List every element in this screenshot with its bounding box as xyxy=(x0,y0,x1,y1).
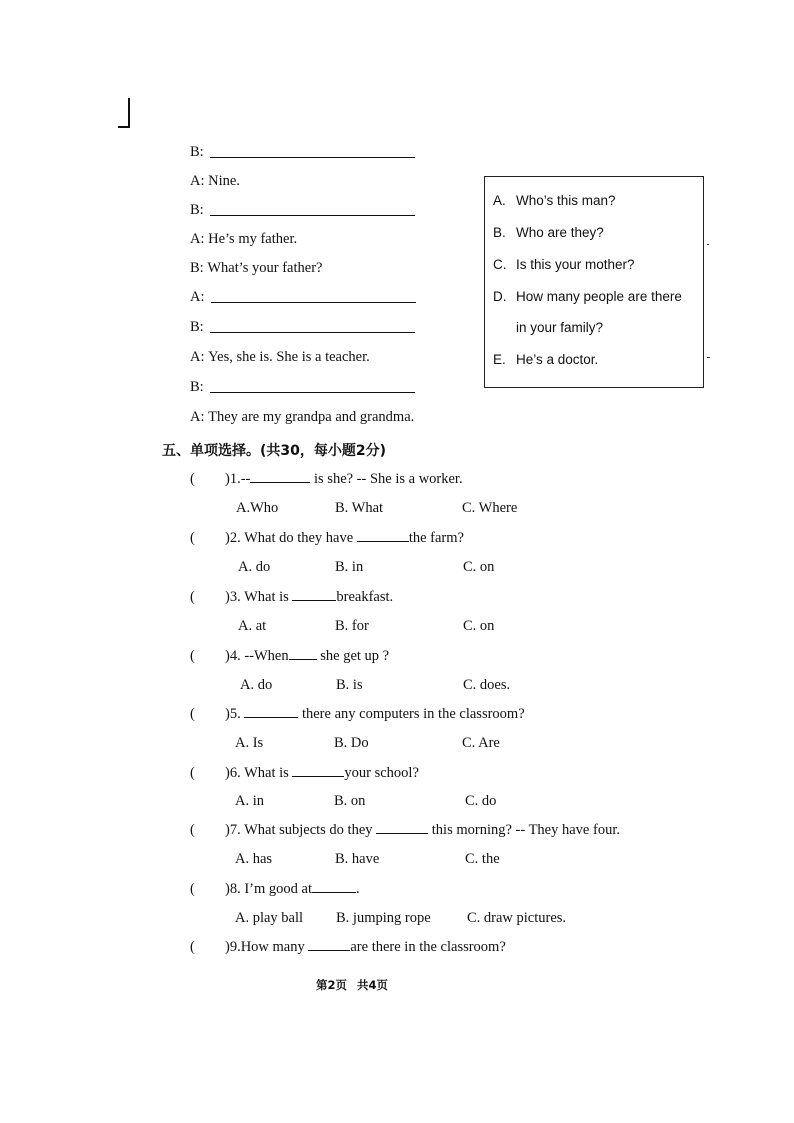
choice-c[interactable]: C. Where xyxy=(462,500,518,516)
choice-b[interactable]: B. Do xyxy=(334,735,369,751)
option-letter: B. xyxy=(493,225,506,240)
dialogue-line xyxy=(190,231,297,248)
page-number: 第2页 xyxy=(316,978,348,992)
answer-paren[interactable]: ( xyxy=(190,881,195,897)
option-text: How many people are there xyxy=(516,289,682,304)
dialogue-line xyxy=(190,144,415,161)
answer-blank[interactable] xyxy=(210,156,415,158)
dialogue-line xyxy=(190,202,415,219)
answer-blank[interactable] xyxy=(211,301,416,303)
dialogue-line xyxy=(190,260,322,277)
choice-b[interactable]: B. have xyxy=(335,851,380,867)
question-text xyxy=(225,648,389,665)
question-text xyxy=(225,589,393,606)
choice-b[interactable]: B. for xyxy=(335,618,369,634)
answer-paren[interactable]: ( xyxy=(190,765,195,781)
question-blank[interactable] xyxy=(312,891,356,893)
choice-a[interactable]: A. do xyxy=(240,677,273,693)
option-text: Is this your mother? xyxy=(516,257,635,272)
scan-speck xyxy=(707,357,710,358)
choice-c[interactable]: C. on xyxy=(463,559,495,575)
box-option xyxy=(493,289,682,304)
box-option xyxy=(493,225,604,240)
question-tail: she get up ? xyxy=(320,648,390,664)
question-blank[interactable] xyxy=(292,775,344,777)
option-letter: C. xyxy=(493,257,507,272)
option-letter: E. xyxy=(493,352,506,367)
question-tail: this morning? -- They have four. xyxy=(431,822,620,838)
box-option xyxy=(493,193,616,208)
box-option xyxy=(493,257,635,272)
dialogue-line xyxy=(190,289,416,306)
answer-paren[interactable]: ( xyxy=(190,589,195,605)
choice-a[interactable]: A. at xyxy=(238,618,267,634)
speaker-label: B: xyxy=(190,144,204,160)
answer-paren[interactable]: ( xyxy=(190,530,195,546)
question-tail: . xyxy=(355,881,360,897)
speaker-label: A: xyxy=(190,289,205,305)
dialogue-text: They are my grandpa and grandma. xyxy=(208,409,415,425)
choice-c[interactable]: C. Are xyxy=(462,735,500,751)
choice-b[interactable]: B. in xyxy=(335,559,364,575)
question-stem: )3. What is xyxy=(225,589,289,605)
box-option xyxy=(493,352,598,367)
choice-c[interactable]: C. do xyxy=(465,793,497,809)
choice-b[interactable]: B. jumping rope xyxy=(336,910,431,926)
question-stem: )1.-- xyxy=(225,471,251,487)
dialogue-line xyxy=(190,379,415,396)
question-blank[interactable] xyxy=(244,716,298,718)
answer-paren[interactable]: ( xyxy=(190,471,195,487)
question-stem: )2. What do they have xyxy=(225,530,354,546)
choice-a[interactable]: A. in xyxy=(235,793,264,809)
question-text xyxy=(225,706,525,723)
crop-mark xyxy=(118,98,130,128)
dialogue-line xyxy=(190,409,414,426)
box-option-continuation xyxy=(516,320,603,335)
options-box xyxy=(484,176,704,388)
speaker-label: B: xyxy=(190,260,204,276)
option-text: in your family? xyxy=(516,320,604,335)
choice-a[interactable]: A. Is xyxy=(235,735,264,751)
page-footer xyxy=(316,977,398,993)
question-tail: your school? xyxy=(344,765,419,781)
speaker-label: B: xyxy=(190,202,204,218)
dialogue-text: Nine. xyxy=(208,173,240,189)
answer-blank[interactable] xyxy=(210,214,415,216)
question-tail: there any computers in the classroom? xyxy=(301,706,525,722)
dialogue-line xyxy=(190,173,240,190)
option-letter: A. xyxy=(493,193,506,208)
question-stem: )7. What subjects do they xyxy=(225,822,373,838)
speaker-label: B: xyxy=(190,379,204,395)
answer-paren[interactable]: ( xyxy=(190,706,195,722)
answer-paren[interactable]: ( xyxy=(190,648,195,664)
choice-c[interactable]: C. does. xyxy=(463,677,511,693)
page-total: 共4页 xyxy=(357,978,389,992)
speaker-label: A: xyxy=(190,173,205,189)
question-stem: )6. What is xyxy=(225,765,289,781)
question-blank[interactable] xyxy=(289,658,317,660)
answer-blank[interactable] xyxy=(210,391,415,393)
question-text xyxy=(225,530,464,547)
dialogue-text: Yes, she is. She is a teacher. xyxy=(208,349,370,365)
scan-speck xyxy=(707,244,709,245)
choice-a[interactable]: A. play ball xyxy=(235,910,304,926)
question-stem: )5. xyxy=(225,706,241,722)
option-text: Who’s this man? xyxy=(516,193,616,208)
option-text: Who are they? xyxy=(516,225,604,240)
dialogue-text: He’s my father. xyxy=(208,231,298,247)
choice-b[interactable]: B. What xyxy=(335,500,384,516)
question-tail: is she? -- She is a worker. xyxy=(314,471,463,487)
question-tail: breakfast. xyxy=(336,589,394,605)
choice-c[interactable]: C. on xyxy=(463,618,495,634)
dialogue-line xyxy=(190,319,415,336)
question-text xyxy=(225,822,620,839)
choice-b[interactable]: B. is xyxy=(336,677,363,693)
choice-c[interactable]: C. the xyxy=(465,851,500,867)
choice-a[interactable]: A. has xyxy=(235,851,273,867)
question-text xyxy=(225,939,506,956)
question-stem: )9.How many xyxy=(225,939,305,955)
question-blank[interactable] xyxy=(376,832,428,834)
answer-paren[interactable]: ( xyxy=(190,939,195,955)
choice-a[interactable]: A.Who xyxy=(236,500,279,516)
question-blank[interactable] xyxy=(292,599,336,601)
question-blank[interactable] xyxy=(357,540,409,542)
question-stem: )8. I’m good at xyxy=(225,881,312,897)
question-blank[interactable] xyxy=(308,949,350,951)
question-tail: are there in the classroom? xyxy=(350,939,506,955)
choice-b[interactable]: B. on xyxy=(334,793,366,809)
question-tail: the farm? xyxy=(408,530,464,546)
option-letter: D. xyxy=(493,289,507,304)
question-blank[interactable] xyxy=(250,481,310,483)
speaker-label: A: xyxy=(190,231,205,247)
choice-c[interactable]: C. draw pictures. xyxy=(467,910,567,926)
dialogue-line xyxy=(190,349,370,366)
answer-blank[interactable] xyxy=(210,331,415,333)
speaker-label: A: xyxy=(190,349,205,365)
question-stem: )4. --When xyxy=(225,648,289,664)
section-title: 五、单项选择。(共30，每小题2分) xyxy=(162,443,387,459)
question-text xyxy=(225,471,463,488)
speaker-label: A: xyxy=(190,409,205,425)
speaker-label: B: xyxy=(190,319,204,335)
option-text: He’s a doctor. xyxy=(516,352,599,367)
question-text xyxy=(225,881,360,898)
question-text xyxy=(225,765,419,782)
choice-a[interactable]: A. do xyxy=(238,559,271,575)
dialogue-text: What’s your father? xyxy=(207,260,323,276)
answer-paren[interactable]: ( xyxy=(190,822,195,838)
